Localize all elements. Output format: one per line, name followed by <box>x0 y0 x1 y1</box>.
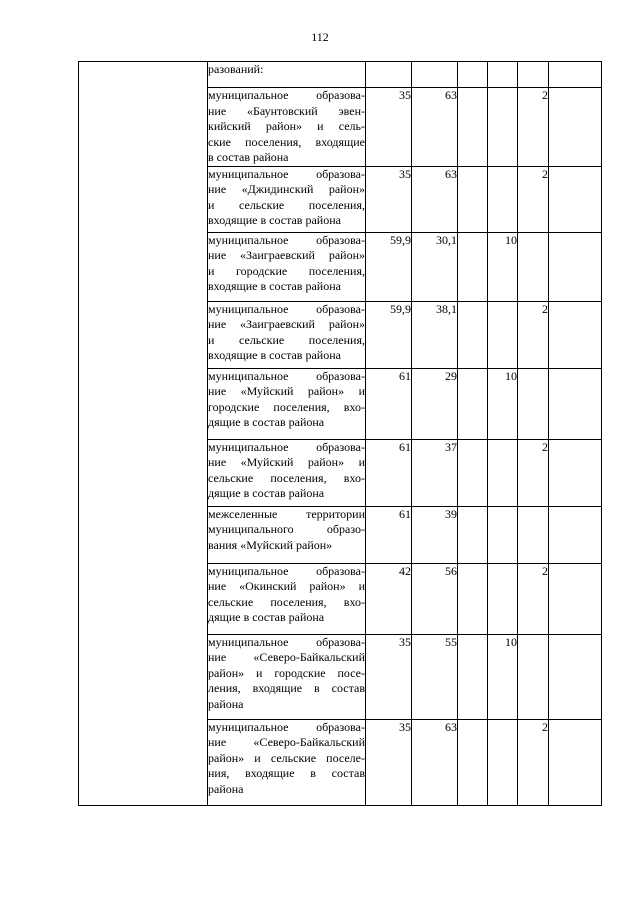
value-cell-col-6 <box>549 563 602 634</box>
value-cell-col-1: 59,9 <box>366 301 412 368</box>
description-line: сельские поселения, вхо- <box>208 470 365 485</box>
value-cell-col-2: 37 <box>412 439 458 506</box>
value-cell-col-6 <box>549 439 602 506</box>
value-cell-col-3 <box>458 563 488 634</box>
value-cell-col-6 <box>549 719 602 805</box>
value-cell-col-4 <box>488 166 518 232</box>
value-cell-col-6 <box>549 166 602 232</box>
value-cell-col-6 <box>549 368 602 439</box>
description-line: в состав района <box>208 150 289 164</box>
description-line: ние «Северо-Байкальский <box>208 735 365 749</box>
row-description <box>208 439 366 506</box>
description-line: муниципальное образова- <box>208 439 365 454</box>
description-line: межселенные территории <box>208 506 365 521</box>
row-description <box>208 232 366 301</box>
value-cell-col-3 <box>458 439 488 506</box>
page-number: 112 <box>311 30 329 44</box>
description-line: муниципальное образова- <box>208 368 365 383</box>
value-cell-col-2: 39 <box>412 506 458 563</box>
row-description <box>208 506 366 563</box>
value-cell-col-1: 35 <box>366 88 412 167</box>
merged-first-column-cell <box>79 62 208 806</box>
description-line: муниципальное образова- <box>208 719 365 734</box>
description-line: и сельские поселения, <box>208 332 365 347</box>
value-cell-col-6 <box>549 634 602 719</box>
value-cell-col-3 <box>458 166 488 232</box>
value-cell-col-1: 61 <box>366 368 412 439</box>
description-line: ления, входящие в состав <box>208 681 365 695</box>
value-cell-col-2: 55 <box>412 634 458 719</box>
value-cell-col-2: 30,1 <box>412 232 458 301</box>
value-cell-col-2: 38,1 <box>412 301 458 368</box>
value-cell-col-3 <box>458 88 488 167</box>
value-cell-col-4 <box>488 301 518 368</box>
value-cell-col-1: 61 <box>366 439 412 506</box>
value-cell-col-6 <box>549 88 602 167</box>
description-line: муниципальное образова- <box>208 166 365 181</box>
description-line: ние «Муйский район» и <box>208 384 365 398</box>
table-row <box>79 62 602 88</box>
value-cell-col-5 <box>518 232 549 301</box>
description-line: входящие в состав района <box>208 348 341 362</box>
description-line: района <box>208 781 244 796</box>
row-description <box>208 166 366 232</box>
description-line: муниципальное образова- <box>208 563 365 578</box>
description-line: дящие в состав района <box>208 415 325 429</box>
description-line: ния, входящие в состав <box>208 766 365 780</box>
value-cell-col-5: 2 <box>518 301 549 368</box>
value-cell-col-4 <box>488 62 518 88</box>
value-cell-col-4 <box>488 439 518 506</box>
description-line: городские поселения, вхо- <box>208 399 365 414</box>
value-cell-col-4 <box>488 719 518 805</box>
description-line: муниципальное образова- <box>208 301 365 316</box>
value-cell-col-1: 35 <box>366 166 412 232</box>
value-cell-col-3 <box>458 506 488 563</box>
description-line: дящие в состав района <box>208 610 325 624</box>
description-line: сельские поселения, вхо- <box>208 594 365 609</box>
value-cell-col-2: 63 <box>412 719 458 805</box>
description-line: ние «Заиграевский район» <box>208 248 365 262</box>
description-line: муниципальное образова- <box>208 88 365 102</box>
row-description <box>208 719 366 805</box>
value-cell-col-6 <box>549 301 602 368</box>
value-cell-col-5 <box>518 506 549 563</box>
value-cell-col-1: 35 <box>366 719 412 805</box>
description-line: входящие в состав района <box>208 279 341 293</box>
description-line: ние «Северо-Байкальский <box>208 650 365 664</box>
value-cell-col-5: 2 <box>518 439 549 506</box>
value-cell-col-3 <box>458 634 488 719</box>
description-line: район» и сельские поселе- <box>208 750 365 765</box>
value-cell-col-2: 29 <box>412 368 458 439</box>
value-cell-col-1: 61 <box>366 506 412 563</box>
value-cell-col-3 <box>458 301 488 368</box>
value-cell-col-1: 42 <box>366 563 412 634</box>
value-cell-col-4 <box>488 88 518 167</box>
description-line: дящие в состав района <box>208 486 325 500</box>
value-cell-col-5 <box>518 368 549 439</box>
row-description <box>208 88 366 167</box>
value-cell-col-2 <box>412 62 458 88</box>
value-cell-col-6 <box>549 232 602 301</box>
value-cell-col-5 <box>518 62 549 88</box>
row-description <box>208 368 366 439</box>
row-description <box>208 62 366 88</box>
value-cell-col-2: 63 <box>412 166 458 232</box>
description-line: входящие в состав района <box>208 213 341 227</box>
description-line: разований: <box>208 62 264 76</box>
description-line: ние «Муйский район» и <box>208 455 365 469</box>
value-cell-col-1 <box>366 62 412 88</box>
value-cell-col-5 <box>518 634 549 719</box>
data-table <box>78 61 602 806</box>
value-cell-col-3 <box>458 368 488 439</box>
description-line: район» и городские посе- <box>208 665 365 680</box>
value-cell-col-4: 10 <box>488 368 518 439</box>
description-line: ние «Заиграевский район» <box>208 317 365 331</box>
description-line: ние «Окинский район» и <box>208 579 365 593</box>
value-cell-col-5: 2 <box>518 719 549 805</box>
value-cell-col-4: 10 <box>488 634 518 719</box>
row-description <box>208 301 366 368</box>
description-line: и городские поселения, <box>208 263 365 278</box>
value-cell-col-5: 2 <box>518 88 549 167</box>
row-description <box>208 563 366 634</box>
value-cell-col-6 <box>549 62 602 88</box>
value-cell-col-3 <box>458 232 488 301</box>
description-line: муниципального образо- <box>208 522 365 536</box>
value-cell-col-5: 2 <box>518 563 549 634</box>
description-line: ние «Баунтовский эвен- <box>208 103 365 118</box>
value-cell-col-2: 63 <box>412 88 458 167</box>
description-line: ние «Джидинский район» <box>208 182 365 196</box>
value-cell-col-2: 56 <box>412 563 458 634</box>
value-cell-col-1: 59,9 <box>366 232 412 301</box>
value-cell-col-1: 35 <box>366 634 412 719</box>
value-cell-col-4 <box>488 506 518 563</box>
description-line: муниципальное образова- <box>208 634 365 649</box>
value-cell-col-5: 2 <box>518 166 549 232</box>
value-cell-col-6 <box>549 506 602 563</box>
value-cell-col-4: 10 <box>488 232 518 301</box>
description-line: кийский район» и сель- <box>208 119 365 133</box>
value-cell-col-3 <box>458 719 488 805</box>
value-cell-col-3 <box>458 62 488 88</box>
description-line: района <box>208 696 244 711</box>
description-line: и сельские поселения, <box>208 197 365 212</box>
description-line: вания «Муйский район» <box>208 537 333 552</box>
row-description <box>208 634 366 719</box>
description-line: ские поселения, входящие <box>208 134 365 149</box>
description-line: муниципальное образова- <box>208 232 365 247</box>
value-cell-col-4 <box>488 563 518 634</box>
